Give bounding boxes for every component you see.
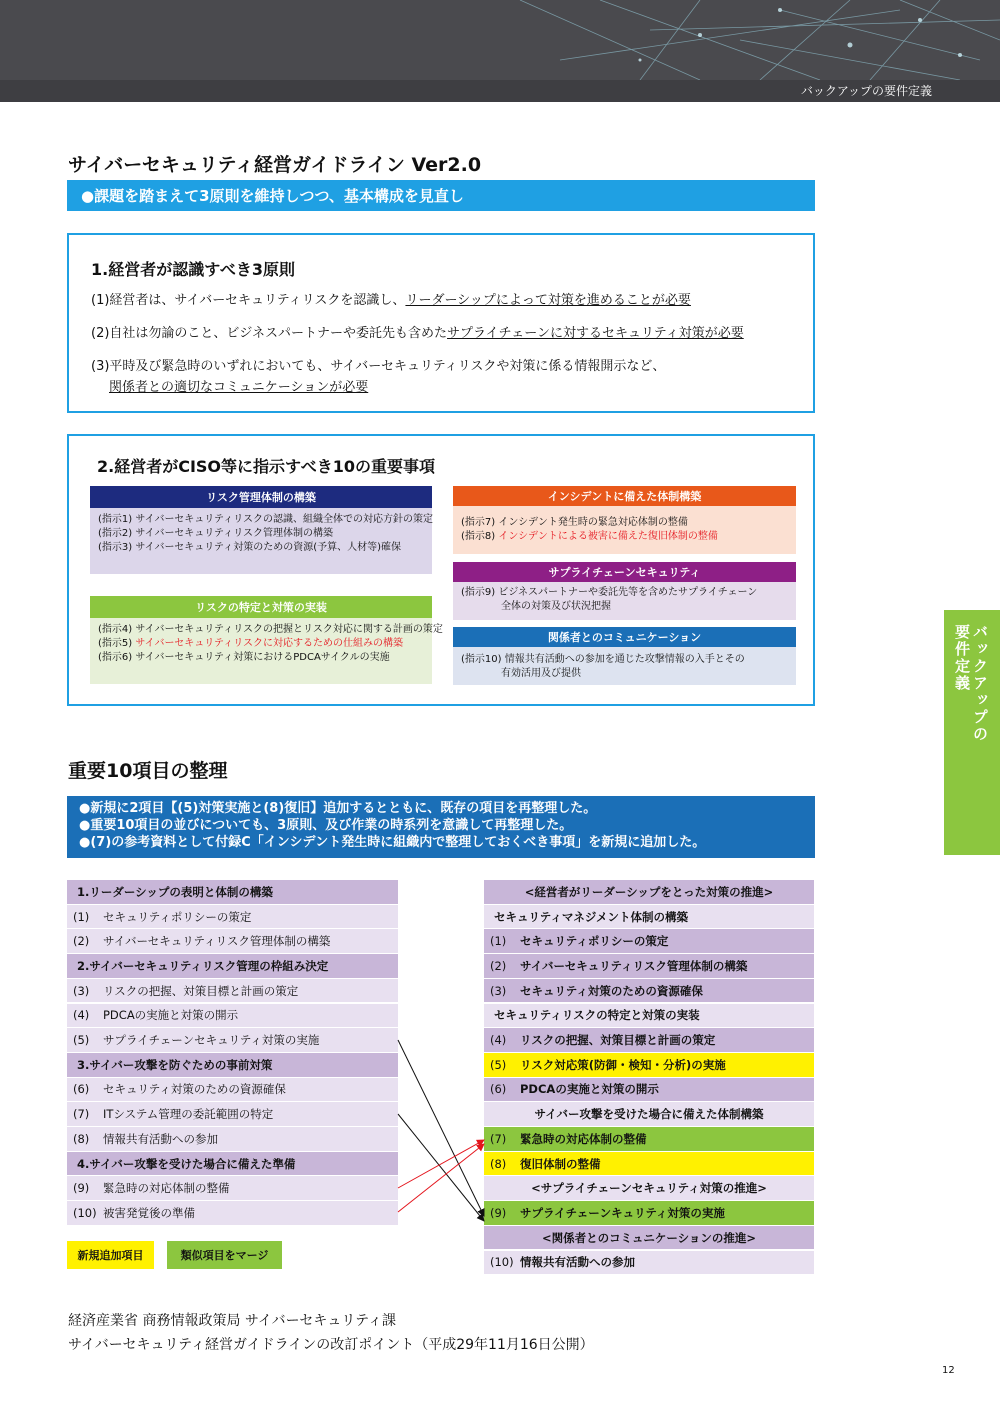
arrow-5-to-9 — [398, 1040, 484, 1216]
principle-3-line1: (3)平時及び緊急時のいずれにおいても、サイバーセキュリティリスクや対策に係る情報開示など、 — [91, 359, 666, 374]
row-label: PDCAの実施と対策の開示 — [103, 1008, 239, 1023]
row-label: セキュリティ対策のための資源確保 — [520, 983, 703, 998]
table-row — [67, 1028, 398, 1052]
table-row — [67, 1201, 398, 1225]
row-label: 情報共有活動への参加 — [520, 1255, 635, 1270]
row-number: (1) — [490, 934, 507, 949]
instructions-box — [67, 434, 815, 706]
section2-title: 重要10項目の整理 — [68, 760, 228, 782]
header-label: バックアップの要件定義 — [800, 84, 932, 98]
row-label: PDCAの実施と対策の開示 — [520, 1082, 659, 1097]
row-number: (4) — [73, 1008, 90, 1023]
category-risk-identification-header: リスクの特定と対策の実装 — [90, 596, 432, 618]
category-communication-body: (指示10) 情報共有活動への参加を通じた攻撃情報の入手とその 有効活用及び提供 — [453, 647, 796, 685]
arrow-9-to-7 — [398, 1140, 484, 1188]
table-row — [67, 954, 398, 978]
row-number: (3) — [73, 983, 90, 998]
row-number: (3) — [490, 983, 507, 998]
row-number: (4) — [490, 1033, 507, 1048]
footer-source-line2: サイバーセキュリティ経営ガイドラインの改訂ポイント（平成29年11月16日公開） — [68, 1337, 594, 1353]
table-row — [484, 1251, 814, 1275]
table-row — [67, 880, 398, 904]
row-label: リスクの把握、対策目標と計画の策定 — [520, 1033, 716, 1048]
table-row — [484, 929, 814, 953]
category-risk-management-header: リスク管理体制の構築 — [90, 486, 432, 508]
category-incident-body: (指示7) インシデント発生時の緊急対応体制の整備 (指示8) インシデントによる被害に備えた復旧体制の整備 — [453, 506, 796, 554]
row-number: (1) — [73, 909, 90, 924]
row-label: セキュリティポリシーの策定 — [103, 909, 252, 924]
row-number: (8) — [490, 1156, 507, 1171]
row-label: 2.サイバーセキュリティリスク管理の枠組み決定 — [77, 958, 329, 973]
section2-summary: ●新規に2項目【(5)対策実施と(8)復旧】追加するとともに、既存の項目を再整理した。 ●重要10項目の並びについても、3原則、及び作業の時系列を意識して再整理した。 ●(7)の参考資料として付録C「インシデント発生時に組織内で整理しておくべき事項」を新規に追加した。 — [67, 796, 815, 858]
arrow-10-to-7 — [398, 1144, 484, 1212]
row-label: 復旧体制の整備 — [520, 1156, 601, 1171]
category-supply-chain-header: サプライチェーンセキュリティ — [453, 562, 796, 582]
row-number: (9) — [73, 1181, 90, 1196]
row-label: サイバーセキュリティリスク管理体制の構築 — [103, 934, 331, 949]
principles-box — [67, 233, 815, 413]
principles-title: 1.経営者が認識すべき3原則 — [91, 260, 296, 279]
row-label: サイバー攻撃を受けた場合に備えた体制構築 — [534, 1107, 764, 1122]
row-label: ITシステム管理の委託範囲の特定 — [103, 1107, 274, 1122]
row-number: (5) — [73, 1033, 90, 1048]
table-row — [484, 1004, 814, 1028]
principle-2: (2)自社は勿論のこと、ビジネスパートナーや委託先も含めたサプライチェーンに対するセキュリティ対策が必要 — [91, 326, 744, 341]
instructions-title: 2.経営者がCISO等に指示すべき10の重要事項 — [97, 457, 435, 476]
table-row — [484, 1176, 814, 1200]
row-label: 緊急時の対応体制の整備 — [520, 1131, 647, 1146]
chapter-side-tab[interactable] — [944, 610, 1000, 855]
table-row — [484, 1028, 814, 1052]
row-number: (9) — [490, 1205, 507, 1220]
table-row — [67, 1102, 398, 1126]
row-label: リスク対応策(防御・検知・分析)の実施 — [520, 1057, 726, 1072]
category-incident-header: インシデントに備えた体制構築 — [453, 486, 796, 506]
section1-banner: ●課題を踏まえて3原則を維持しつつ、基本構成を見直し — [67, 180, 815, 211]
table-row — [484, 880, 814, 904]
table-row — [484, 1152, 814, 1176]
category-risk-management-body: (指示1) サイバーセキュリティリスクの認識、組織全体での対応方針の策定 (指示2) サイバーセキュリティリスク管理体制の構築 (指示3) サイバーセキュリティ対策のための資源(予算、人材等)確保 — [90, 508, 432, 574]
table-row — [67, 1004, 398, 1028]
row-label: 被害発覚後の準備 — [103, 1205, 195, 1220]
row-label: <経営者がリーダーシップをとった対策の推進> — [524, 884, 774, 899]
row-label: セキュリティポリシーの策定 — [520, 934, 669, 949]
table-row — [484, 905, 814, 929]
section1-title: サイバーセキュリティ経営ガイドライン Ver2.0 — [68, 154, 482, 176]
footer-source-line1: 経済産業省 商務情報政策局 サイバーセキュリティ課 — [68, 1313, 396, 1329]
table-row — [67, 1078, 398, 1102]
category-communication-header: 関係者とのコミュニケーション — [453, 627, 796, 647]
legend-new-items: 新規追加項目 — [67, 1241, 154, 1269]
row-label: セキュリティリスクの特定と対策の実装 — [494, 1008, 700, 1023]
row-label: <サプライチェーンセキュリティ対策の推進> — [531, 1181, 767, 1196]
row-number: (7) — [490, 1131, 507, 1146]
category-risk-identification-body: (指示4) サイバーセキュリティリスクの把握とリスク対応に関する計画の策定 (指示5) サイバーセキュリティリスクに対応するための仕組みの構築 (指示6) サイバーセキュリティ対策におけるPDCAサイクルの実施 — [90, 618, 432, 684]
table-row — [484, 1226, 814, 1250]
row-number: (2) — [73, 934, 90, 949]
table-row — [484, 1078, 814, 1102]
row-label: <関係者とのコミュニケーションの推進> — [541, 1230, 757, 1245]
row-label: 情報共有活動への参加 — [103, 1131, 218, 1146]
side-tab-text-1: バックアップの — [971, 624, 989, 743]
principle-1: (1)経営者は、サイバーセキュリティリスクを認識し、リーダーシップによって対策を進めることが必要 — [91, 293, 691, 308]
row-label: 緊急時の対応体制の整備 — [103, 1181, 230, 1196]
row-number: (7) — [73, 1107, 90, 1122]
row-label: サプライチェーンセキュリティ対策の実施 — [103, 1033, 320, 1048]
row-number: (5) — [490, 1057, 507, 1072]
side-tab-text-2: 要件定義 — [953, 624, 971, 692]
legend-merged-items: 類似項目をマージ — [167, 1241, 282, 1269]
arrow-7-to-9 — [398, 1114, 484, 1221]
table-row — [67, 1176, 398, 1200]
page-number: 12 — [942, 1365, 955, 1376]
principle-3-line2: 関係者との適切なコミュニケーションが必要 — [109, 380, 369, 395]
row-label: セキュリティマネジメント体制の構築 — [494, 909, 689, 924]
category-supply-chain-body: (指示9) ビジネスパートナーや委託先等を含めたサプライチェーン 全体の対策及び状況把握 — [453, 582, 796, 620]
table-row — [484, 979, 814, 1003]
row-label: 3.サイバー攻撃を防ぐための事前対策 — [77, 1057, 273, 1072]
table-row — [67, 979, 398, 1003]
row-label: サプライチェーンキュリティ対策の実施 — [520, 1205, 725, 1220]
table-row — [484, 1053, 814, 1077]
row-number: (6) — [73, 1082, 90, 1097]
table-row — [67, 929, 398, 953]
table-row — [484, 1102, 814, 1126]
row-label: 1.リーダーシップの表明と体制の構築 — [77, 884, 273, 899]
table-row — [67, 1127, 398, 1151]
table-row — [67, 905, 398, 929]
table-row — [484, 1127, 814, 1151]
row-number: (2) — [490, 958, 507, 973]
row-label: セキュリティ対策のための資源確保 — [103, 1082, 286, 1097]
table-row — [67, 1053, 398, 1077]
table-row — [484, 1201, 814, 1225]
row-label: 4.サイバー攻撃を受けた場合に備えた準備 — [77, 1156, 296, 1171]
table-row — [67, 1152, 398, 1176]
row-number: (6) — [490, 1082, 507, 1097]
row-number: (10) — [490, 1255, 514, 1270]
row-number: (10) — [73, 1205, 97, 1220]
row-label: サイバーセキュリティリスク管理体制の構築 — [520, 958, 748, 973]
table-row — [484, 954, 814, 978]
row-label: リスクの把握、対策目標と計画の策定 — [103, 983, 299, 998]
row-number: (8) — [73, 1131, 90, 1146]
